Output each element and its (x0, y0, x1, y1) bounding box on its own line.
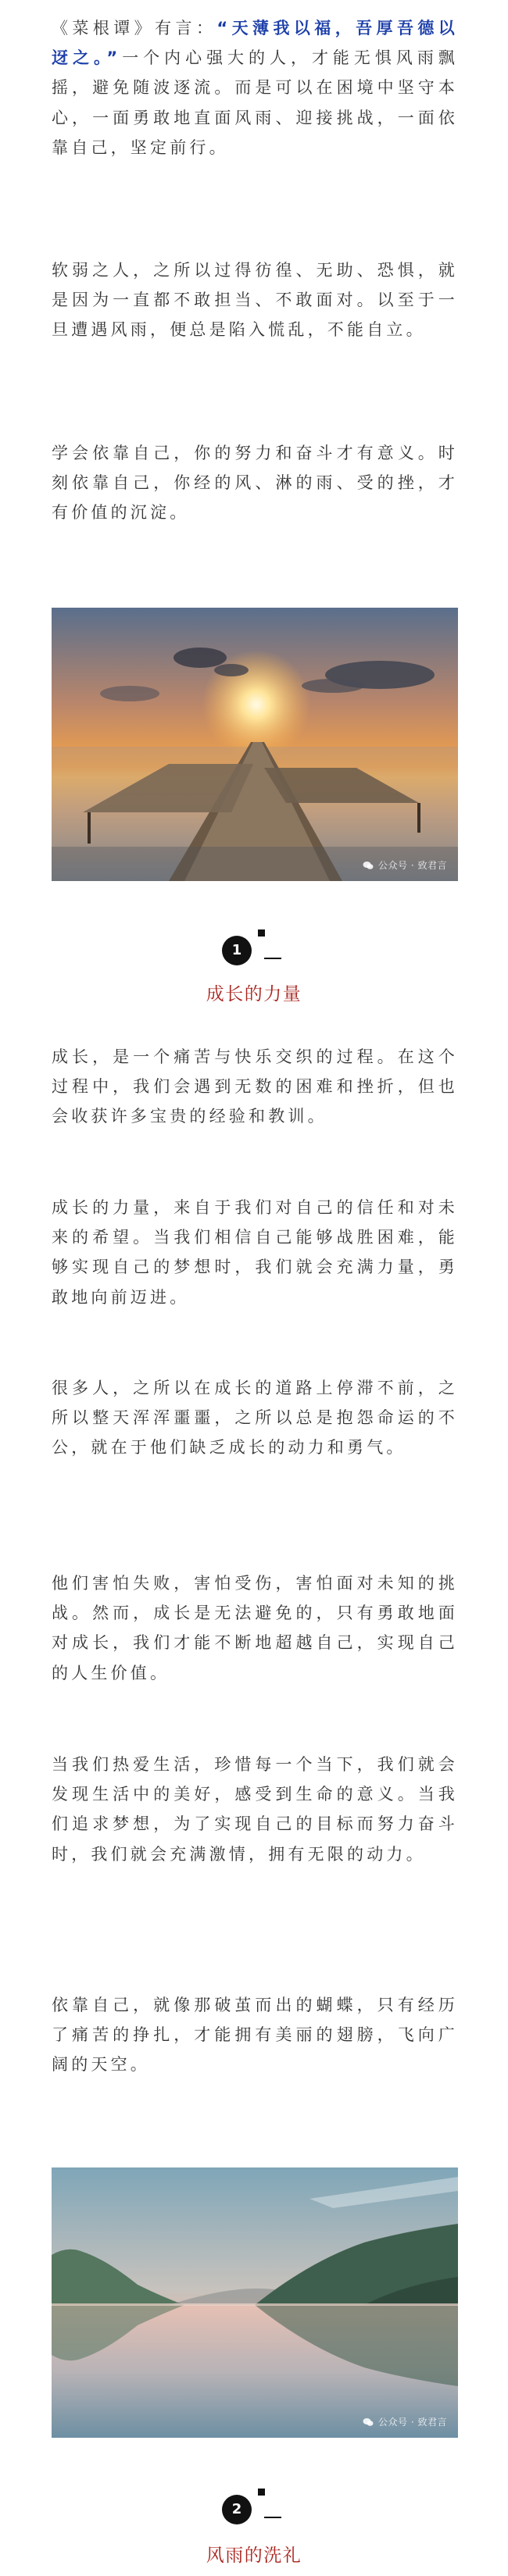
section-1-paragraph-2: 成长的力量，来自于我们对自己的信任和对未来的希望。当我们相信自己能够战胜困难，能够实现自己的梦想时，我们就会充满力量，勇敢地向前迈进。 (52, 1198, 458, 1307)
section-2-title: 风雨的洗礼 (206, 2546, 302, 2566)
intro-paragraph-1-body: 一个内心强大的人，才能无惧风雨飘摇，避免随波逐流。而是可以在困境中坚守本心，一面勇敢地直面风雨、迎接挑战，一面依靠自己，坚定前行。 (52, 48, 458, 157)
section-1-paragraph-3: 很多人，之所以在成长的道路上停滞不前，之所以整天浑浑噩噩，之所以总是抱怨命运的不公，就在于他们缺乏成长的动力和勇气。 (52, 1379, 458, 1457)
decorative-square (258, 2489, 265, 2496)
intro-paragraph-1 (52, 13, 458, 162)
intro-paragraph-3: 学会依靠自己，你的努力和奋斗才有意义。时刻依靠自己，你经的风、淋的雨、受的挫，才有价值的沉淀。 (52, 444, 458, 523)
intro-quote-source: 《菜根谭》有言： (52, 19, 217, 37)
sunset-pier-photo (52, 608, 458, 881)
photo-watermark (363, 858, 447, 872)
section-1-paragraph-6: 依靠自己，就像那破茧而出的蝴蝶，只有经历了痛苦的挣扎，才能拥有美丽的翅膀，飞向广阔的天空。 (52, 1996, 458, 2075)
section-1-title: 成长的力量 (206, 984, 302, 1004)
intro-highlight-quote: “天薄我以福，吾厚吾德以迓之。” (52, 19, 459, 68)
watermark-text: 公众号 · 致君言 (378, 860, 447, 871)
section-2-number: 2 (222, 2495, 252, 2524)
section-1-paragraph-1: 成长，是一个痛苦与快乐交织的过程。在这个过程中，我们会遇到无数的困难和挫折，但也会收获许多宝贵的经验和教训。 (52, 1047, 458, 1126)
section-2-number-marker (216, 2489, 302, 2524)
decorative-underline (264, 958, 281, 959)
lake-mountain-photo (52, 2167, 458, 2438)
photo-watermark (363, 2415, 447, 2428)
section-1-number-marker (216, 929, 302, 965)
decorative-underline (264, 2517, 281, 2518)
intro-paragraph-2: 软弱之人，之所以过得彷徨、无助、恐惧，就是因为一直都不敢担当、不敢面对。以至于一旦遭遇风雨，便总是陷入慌乱，不能自立。 (52, 261, 458, 340)
decorative-square (258, 929, 265, 937)
section-1-paragraph-5: 当我们热爱生活，珍惜每一个当下，我们就会发现生活中的美好，感受到生命的意义。当我们追求梦想，为了实现自己的目标而努力奋斗时，我们就会充满激情，拥有无限的动力。 (52, 1755, 458, 1864)
section-1-paragraph-4: 他们害怕失败，害怕受伤，害怕面对未知的挑战。然而，成长是无法避免的，只有勇敢地面对成长，我们才能不断地超越自己，实现自己的人生价值。 (52, 1574, 458, 1682)
wechat-icon (363, 861, 374, 870)
section-1-number: 1 (222, 936, 252, 965)
wechat-icon (363, 2417, 374, 2427)
watermark-text: 公众号 · 致君言 (378, 2417, 447, 2428)
